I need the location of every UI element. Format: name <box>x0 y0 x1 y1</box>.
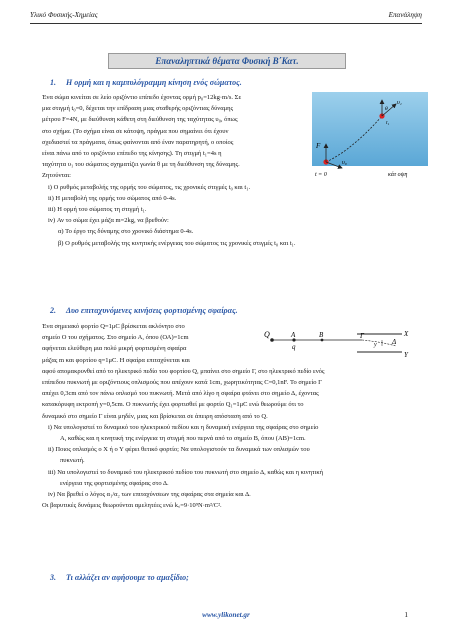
section-1-heading <box>50 78 242 87</box>
text-line: είναι πάνω από το οριζόντιο επίπεδο της κίνησης). Τη στιγμή t₁=4s η <box>42 150 222 158</box>
label-q: q <box>292 343 296 351</box>
text-line: μέτρου F=4N, με διεύθυνση κάθετη στη διεύθυνση της ταχύτητας υ₀, όπως <box>42 116 238 124</box>
question-item: πυκνωτή. <box>60 457 85 465</box>
section-title: Η ορμή και η καμπυλόγραμμη κίνηση ενός σώματος. <box>66 78 242 87</box>
label-B: B <box>319 331 324 339</box>
section-number: 2. <box>50 306 56 315</box>
text-line: κατακόρυφη εκτροπή y=0,5cm. Ο πυκνωτής έχει φορτισθεί με φορτίο Q₁=1μC ενώ θεωρούμε ότι το <box>42 401 304 409</box>
label-X: X <box>404 330 409 338</box>
label-t1: t₁ <box>386 120 390 126</box>
label-G: Γ <box>360 332 364 340</box>
header-left: Υλικό Φυσικής-Χημείας <box>30 11 98 19</box>
page-title: Επαναληπτικά θέματα Φυσική Β΄Κατ. <box>108 53 346 69</box>
text-line: απέχει 0,3cm από τον πάνω οπλισμό του πυκνωτή. Μετά από λίγο η σφαίρα φτάνει στο σημείο Δ, έχοντας <box>42 390 319 398</box>
question-item: iii) Η ορμή του σώματος τη στιγμή t₁. <box>48 206 147 214</box>
text-line: Ζητούνται: <box>42 172 71 180</box>
text-line: επίπεδου πυκνωτή με οριζόντιους οπλισμούς που απέχουν κατά 1cm, χωρητικότητας C=0,1nF. Το σημείο Γ <box>42 379 322 387</box>
label-F: F <box>316 142 321 150</box>
question-item: ενέργεια της φορτισμένης σφαίρας στο Δ. <box>60 479 169 487</box>
text-line: δυναμικό στο σημείο Γ είναι μηδέν, μιας και βρίσκεται σε άπειρη απόσταση από το Q. <box>42 412 268 420</box>
question-item: iv) Να βρεθεί ο λόγος α₁/α₂ των επιταχύνσεων της σφαίρας στα σημεία και Δ. <box>48 491 251 499</box>
deflection-path <box>362 340 396 346</box>
page-number: 1 <box>404 611 408 619</box>
text-line: στο σχήμα. (Το σχήμα είναι σε κάτοψη, πράγμα που σημαίνει ότι έχουν <box>42 127 229 135</box>
section-3-heading <box>50 573 189 582</box>
section-title: Τι αλλάζει αν αφήσουμε το αμαξίδιο; <box>66 573 189 582</box>
question-item: Α, καθώς και η κινητική της ενέργεια τη στιγμή που περνά από το σημείο Β, όπου (ΑΒ)=1cm. <box>60 435 306 443</box>
text-line: αφήνεται ελεύθερη μια πολύ μικρή φορτισμένη σφαίρα <box>42 345 187 353</box>
section-2-heading <box>50 306 238 315</box>
point-B <box>321 339 324 342</box>
text-line: σημείο Ο του σχήματος. Στο σημείο Α, όπου (ΟΑ)=1cm <box>42 334 189 342</box>
label-theta: θ <box>385 106 388 112</box>
text-line: μια στιγμή t₀=0, δέχεται την επίδραση μιας σταθερής οριζόντιας δύναμης <box>42 105 234 113</box>
section-number: 3. <box>50 573 56 582</box>
trajectory-figure <box>312 92 428 178</box>
question-item: iii) Να υπολογιστεί το δυναμικό του ηλεκτρικού πεδίου του πυκνωτή στο σημείο Δ, καθώς και η κινητική <box>48 468 324 476</box>
header-divider <box>30 23 422 24</box>
plane-background <box>312 92 428 166</box>
label-Y: Y <box>404 351 408 359</box>
text-line: ταχύτητα υ₁ του σώματος σχηματίζει γωνία θ με τη διεύθυνση της δύναμης. <box>42 161 240 169</box>
label-D: Δ <box>392 338 397 346</box>
capacitor-figure <box>262 326 410 360</box>
text-line: αφού απομακρυνθεί από το ηλεκτρικό πεδίο του φορτίου Q, μπαίνει στο σημείο Γ, στο ηλεκτρικό πεδίο ενός <box>42 367 325 375</box>
label-u1: υ₁ <box>397 100 402 106</box>
question-item: iv) Αν το σώμα έχει μάζα m=2kg, να βρεθούν: <box>48 217 169 225</box>
label-A: A <box>291 331 296 339</box>
text-line: σχεδιαστεί τα πράγματα, όπως φαίνονται από έναν παρατηρητή, ο οποίος <box>42 138 234 146</box>
label-u0: υ₀ <box>342 160 347 166</box>
footer-url[interactable]: www.ylikonet.gr <box>202 611 250 619</box>
section-title: Δυο επιταχυνόμενες κινήσεις φορτισμένης σφαίρας. <box>66 306 238 315</box>
text-line: Οι βαρυτικές δυνάμεις θεωρούνται αμελητέες ενώ k꜀=9·10⁹N·m²/C². <box>42 502 222 510</box>
label-y: y <box>374 342 377 348</box>
question-subitem: α) Το έργο της δύναμης στο χρονικό διάστημα 0-4s. <box>58 228 194 236</box>
text-line: Ένα σημειακό φορτίο Q=1μC βρίσκεται ακλόνητο στο <box>42 323 185 330</box>
figure-caption: κάτ οψη <box>388 172 408 178</box>
question-item: i) Να υπολογιστεί το δυναμικό του ηλεκτρικού πεδίου και η δυναμική ενέργεια της σφαίρας στο σημείο <box>48 423 319 431</box>
label-Q: Q <box>264 330 270 339</box>
header-right: Επανάληψη <box>388 11 422 19</box>
label-t0: t = 0 <box>315 172 327 178</box>
section-number: 1. <box>50 78 56 87</box>
text-line: μάζας m και φορτίου q=1μC. Η σφαίρα επιταχύνεται και <box>42 356 190 364</box>
question-subitem: β) Ο ρυθμός μεταβολής της κινητικής ενέργειας του σώματος τις χρονικές στιγμές t₀ και t₁. <box>58 239 296 247</box>
problem-1-text <box>42 92 308 249</box>
question-item: ii) Η μεταβολή της ορμής του σώματος από 0-4s. <box>48 194 177 202</box>
question-item: i) Ο ρυθμός μεταβολής της ορμής του σώματος, τις χρονικές στιγμές t₀ και t₁. <box>48 183 251 191</box>
text-line: Ένα σώμα κινείται σε λείο οριζόντιο επίπεδο έχοντας ορμή p₀=12kg·m/s. Σε <box>42 94 242 101</box>
question-item: ii) Ποιος οπλισμός ο Χ ή ο Υ φέρει θετικό φορτίο; Να υπολογιστούν τα δυναμικά των οπλισμών του <box>48 446 310 454</box>
